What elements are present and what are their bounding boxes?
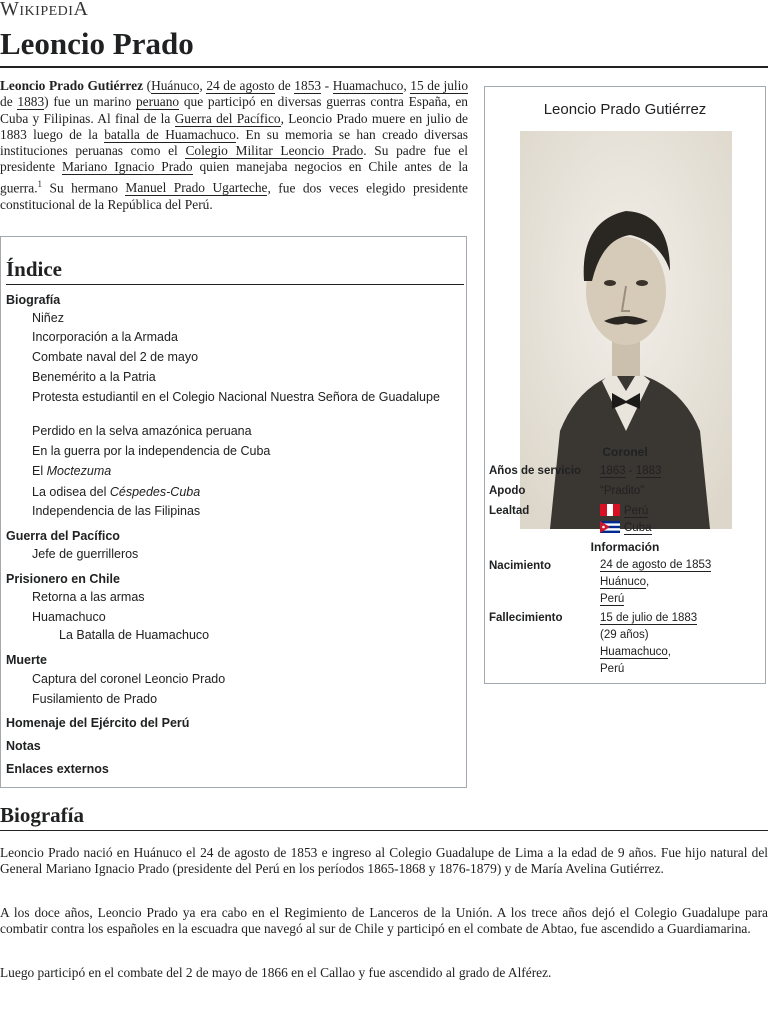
value-birth: 24 de agosto de 1853 Huánuco, Perú [600,559,712,605]
label-birth: Nacimiento [489,560,551,572]
toc-item-cuba[interactable]: En la guerra por la independencia de Cuba [32,444,271,458]
toc-item-biografia[interactable]: Biografía [6,293,61,307]
toc-item-ninez[interactable]: Niñez [32,311,64,325]
toc-item-retorna[interactable]: Retorna a las armas [32,590,145,604]
title-divider [0,66,768,68]
footnote-ref[interactable]: 1 [37,178,43,189]
label-allegiance: Lealtad [489,505,530,517]
label-service: Años de servicio [489,465,582,477]
value-allegiance [600,503,652,537]
link-manuel-prado[interactable]: Manuel Prado Ugarteche [125,180,268,196]
toc-item-prisionero[interactable]: Prisionero en Chile [6,572,120,586]
link-birth-city[interactable]: Huánuco [600,576,647,588]
toc-item-muerte[interactable]: Muerte [6,653,47,667]
link-death-date[interactable]: 15 de julio de 1883 [600,612,698,624]
toc-title: Índice [6,257,63,281]
link-service-end[interactable]: 1883 [635,465,662,477]
paragraph-2: A los doce años, Leoncio Prado ya era cabo en el Regimiento de Lanceros de la Unión. A los trece años dejó el Colegio Guadalupe para combatir contra los españoles en la escuadra que navegó al sur de Chile y participó en el combate de Abtao, fue ascendido a Guardiamarina. [0,905,768,937]
value-nickname: “Pradito” [600,485,645,497]
toc-item-protesta[interactable]: Protesta estudiantil en el Colegio Nacional Nuestra Señora de Guadalupe [32,390,440,404]
link-birth-date[interactable]: 24 de agosto de 1853 [600,559,712,571]
toc-item-homenaje[interactable]: Homenaje del Ejército del Perú [6,716,190,730]
link-guerra-pacifico[interactable]: Guerra del Pacífico [174,110,281,126]
link-year2[interactable]: 1883 [17,94,45,110]
peru-flag-icon [600,504,620,516]
infobox-section-rank: Coronel [602,445,648,459]
toc-item-cespedes[interactable]: La odisea del Céspedes-Cuba [32,485,201,499]
infobox-section-info: Información [590,540,660,554]
link-peruano[interactable]: peruano [135,94,180,110]
toc-divider [6,284,464,285]
toc-item-huamachuco[interactable]: Huamachuco [32,610,106,624]
toc-item-armada[interactable]: Incorporación a la Armada [32,330,178,344]
wikipedia-wordmark[interactable]: WikipediA [0,0,89,20]
infobox [484,86,766,684]
toc-item-batalla[interactable]: La Batalla de Huamachuco [59,628,210,642]
table-of-contents [0,236,467,788]
toc-item-captura[interactable]: Captura del coronel Leoncio Prado [32,672,226,686]
link-mariano-prado[interactable]: Mariano Ignacio Prado [61,159,193,175]
toc-item-guerra-pacifico[interactable]: Guerra del Pacífico [6,529,120,543]
toc-item-combate-naval[interactable]: Combate naval del 2 de mayo [32,350,199,364]
label-nickname: Apodo [489,485,526,497]
label-death: Fallecimiento [489,612,563,624]
page-title: Leoncio Prado [0,26,194,61]
link-year1[interactable]: 1853 [294,78,322,93]
link-death-city[interactable]: Huamachuco [600,646,668,658]
link-service-start[interactable]: 1863 [600,465,626,477]
toc-item-guerrilleros[interactable]: Jefe de guerrilleros [32,547,139,561]
link-date2[interactable]: 15 de julio [410,78,469,93]
section-heading-biografia: Biografía [0,803,84,827]
paragraph-3: Luego participó en el combate del 2 de mayo de 1866 en el Callao y fue ascendido al grado de Alférez. [0,965,552,980]
link-peru[interactable]: Perú [624,505,649,517]
paragraph-1: Leoncio Prado nació en Huánuco el 24 de agosto de 1853 e ingreso al Colegio Guadalupe de Lima a la edad de 9 años. Fue hijo natural del General Mariano Ignacio Prado (presidente del Perú en los períodos 1865-1868 y 1876-1879) y de María Avelina Gutiérrez. [0,845,768,877]
toc-item-fusilamiento[interactable]: Fusilamiento de Prado [32,692,158,706]
value-death: 15 de julio de 1883 (29 años) Huamachuco, Perú [600,612,698,675]
link-huanuco[interactable]: Huánuco [151,78,200,93]
link-date1[interactable]: 24 de agosto [206,78,275,93]
toc-item-notas[interactable]: Notas [6,739,41,753]
lead-paragraph: Leoncio Prado Gutiérrez (Huánuco, 24 de agosto de 1853 - Huamachuco, 15 de julio de 1883) fue un marino peruano que participó en diversas guerras contra España, en Cuba y Filipinas. Al final de la Guerra del Pacífico, Leoncio Prado muere en julio de 1883 luego de la batalla de Huamachuco. En su memoria se han creado diversas instituciones peruanas como el Colegio Militar Leoncio Prado. Su padre fue el presidente Mariano Ignacio Prado quien manejaba negocios en Chile antes de la guerra.$^1$ Su hermano Manuel Prado Ugarteche, fue dos veces elegido presidente constitucional de la República del Perú. [0,78,469,212]
toc-item-enlaces[interactable]: Enlaces externos [6,762,109,776]
link-cuba[interactable]: Cuba [624,522,652,534]
infobox-title: Leoncio Prado Gutiérrez [543,101,707,118]
toc-item-selva[interactable]: Perdido en la selva amazónica peruana [32,424,252,438]
link-batalla-huamachuco[interactable]: batalla de Huamachuco [104,126,236,142]
toc-item-moctezuma[interactable]: El Moctezuma [32,464,112,478]
toc-item-filipinas[interactable]: Independencia de las Filipinas [32,504,201,518]
section-divider [0,830,768,831]
link-birth-country[interactable]: Perú [600,593,625,605]
link-colegio-militar[interactable]: Colegio Militar Leoncio Prado [185,143,364,159]
cuba-flag-icon [600,521,620,533]
link-huamachuco[interactable]: Huamachuco [332,78,404,93]
toc-item-benemerito[interactable]: Benemérito a la Patria [32,370,156,384]
value-service: 1863 - 1883 [600,465,662,477]
